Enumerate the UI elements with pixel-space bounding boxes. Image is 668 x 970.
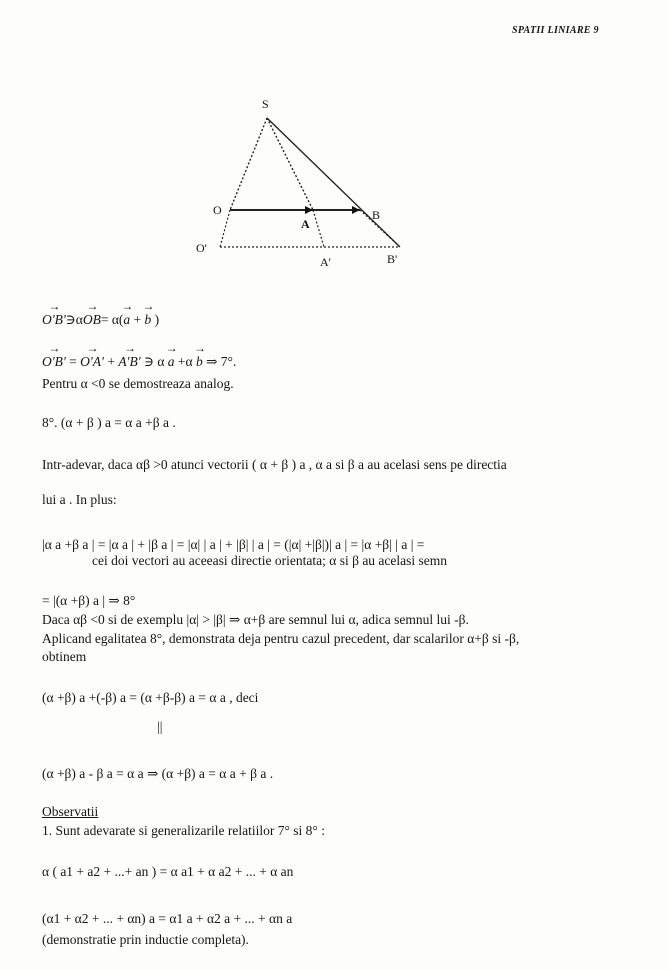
text-line: Pentru α <0 se demostreaza analog.	[42, 376, 234, 391]
vector-a: → a	[123, 313, 130, 327]
formula-line: α ( a1 + a2 + ...+ an ) = α a1 + α a2 + ... + α an	[42, 864, 294, 879]
text-line: lui a . In plus:	[42, 492, 117, 507]
formula-line: = |(α +β) a | ⇒ 8°	[42, 593, 136, 608]
formula-1-part: ∋α	[65, 312, 83, 327]
parallel-sign: ||	[157, 719, 163, 734]
label-b: B	[372, 208, 381, 222]
formula-line: |α a +β a | = |α a | + |β a | = |α| | a | + |β| | a | = (|α| +|β|)| a | = |α +β| | a | =	[42, 537, 425, 552]
label-a: A	[301, 217, 310, 231]
vector-o-prime-b-prime: → O'B'	[42, 313, 66, 327]
text-line: Intr-adevar, daca αβ >0 atunci vectorii ( α + β ) a , α a si β a au acelasi sens pe directia	[42, 457, 507, 472]
line-s-o	[230, 118, 267, 210]
formula-1-part: )	[151, 312, 160, 327]
formula-line: (α +β) a +(-β) a = (α +β-β) a = α a , deci	[42, 690, 259, 705]
text-line: Aplicand egalitatea 8°, demonstrata deja pentru cazul precedent, dar scalarilor α+β si -β,	[42, 631, 520, 646]
text-line: (demonstratie prin inductie completa).	[42, 932, 249, 947]
label-a-prime: A'	[320, 255, 331, 269]
arrowhead-a	[305, 206, 313, 214]
formula-1-part: = α(	[100, 312, 124, 327]
text-line: obtinem	[42, 649, 87, 664]
vector-a-prime-b-prime: → A'B'	[118, 355, 140, 369]
vector-a: → a	[168, 355, 175, 369]
vector-b: → b	[145, 313, 152, 327]
geometry-diagram	[180, 90, 440, 275]
formula-2-part: +	[103, 354, 119, 369]
vector-o-prime-b-prime: → O'B'	[42, 355, 66, 369]
formula-1	[42, 313, 159, 327]
line-s-b	[267, 118, 400, 247]
label-s: S	[262, 97, 269, 111]
label-o-prime: O'	[196, 241, 207, 255]
line-a-a-prime	[313, 210, 324, 247]
formula-2-part: ⇒ 7°.	[202, 354, 237, 369]
section-title: Observatii	[42, 804, 99, 819]
line-s-a	[267, 118, 313, 210]
text-line: 1. Sunt adevarate si generalizarile relatiilor 7° si 8° :	[42, 823, 325, 838]
running-header: SPATII LINIARE 9	[512, 25, 599, 36]
text-line: Daca αβ <0 si de exemplu |α| > |β| ⇒ α+β are semnul lui α, adica semnul lui -β.	[42, 612, 469, 627]
label-b-prime: B'	[387, 252, 398, 266]
vector-b: → b	[196, 355, 203, 369]
label-o: O	[213, 203, 222, 217]
formula-2	[42, 355, 236, 369]
formula-line: 8°. (α + β ) a = α a +β a .	[42, 415, 176, 430]
formula-2-part: +α	[174, 354, 196, 369]
formula-line: (α1 + α2 + ... + αn) a = α1 a + α2 a + ... + αn a	[42, 911, 293, 926]
formula-2-part: ∋ α	[140, 354, 168, 369]
vector-o-prime-a-prime: → O'A'	[80, 355, 104, 369]
text-line: cei doi vectori au aceeasi directie orientata; α si β au acelasi semn	[92, 553, 448, 568]
vector-ob: → OB	[83, 313, 101, 327]
formula-2-part: =	[65, 354, 81, 369]
formula-line: (α +β) a - β a = α a ⇒ (α +β) a = α a + β a .	[42, 766, 274, 781]
formula-1-part: +	[130, 312, 145, 327]
